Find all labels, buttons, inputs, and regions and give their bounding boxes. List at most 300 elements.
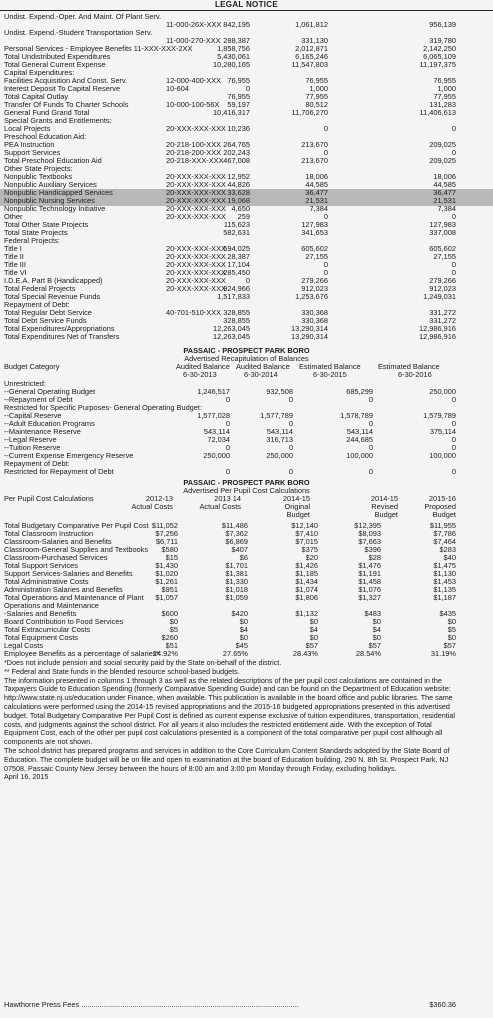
ppc-cell-d: $396 xyxy=(364,545,381,554)
budget-cell-c0: Special Grants and Entitlements: xyxy=(4,116,112,125)
budget-cell-c3: 0 xyxy=(323,268,328,277)
balance-cell-c: 244,685 xyxy=(346,435,373,444)
ppc-header-row3 xyxy=(0,511,493,520)
ppc-cell-label: Total Classroom Instruction xyxy=(4,529,94,538)
budget-cell-c2: 202,243 xyxy=(223,148,250,157)
balance-cell-a: 1,577,028 xyxy=(197,411,230,420)
ppc-cell-label: -Salaries and Benefits xyxy=(4,609,77,618)
ppc-cell-c: $0 xyxy=(309,633,318,642)
balance-cell-a: 0 xyxy=(225,419,230,428)
budget-cell-c2: 259 xyxy=(237,212,250,221)
budget-cell-c0: Title III xyxy=(4,260,26,269)
balance-cell-b: 250,000 xyxy=(266,451,293,460)
balance-cell-c0: --Adult Education Programs xyxy=(4,419,95,428)
ppc-cell-d: $57 xyxy=(368,641,381,650)
balance-cell-b: 0 xyxy=(288,467,293,476)
budget-cell-c3: 1,061,812 xyxy=(295,20,328,29)
budget-cell-c3: 0 xyxy=(323,124,328,133)
budget-cell-c1: 20-XXX-XXX-XXX xyxy=(166,252,226,261)
balance-cell-d: 0 xyxy=(451,395,456,404)
budget-cell-c3: 0 xyxy=(323,212,328,221)
ppc-cell-a: $1,057 xyxy=(155,593,178,602)
budget-cell-c0: Total State Projects xyxy=(4,228,68,237)
balance-cell-b: 0 xyxy=(288,443,293,452)
ppc-cell-label: Administration Salaries and Benefits xyxy=(4,585,123,594)
ppc-cell-label: Total Operations and Maintenance of Plant xyxy=(4,593,144,602)
ppc-cell-b: $1,701 xyxy=(225,561,248,570)
budget-cell-c0: Capital Expenditures: xyxy=(4,68,75,77)
ppc-cell-a: $1,261 xyxy=(155,577,178,586)
ppc-cell-d: $8,093 xyxy=(358,529,381,538)
budget-cell-c3: 13,290,314 xyxy=(291,332,328,341)
budget-cell-c1: 20-XXX-XXX-XXX xyxy=(166,276,226,285)
budget-cell-c2: 12,263,045 xyxy=(213,332,250,341)
balance-cell-c0: Repayment of Debt: xyxy=(4,459,70,468)
balance-cell-c0: --Tuition Reserve xyxy=(4,443,61,452)
ppc-cell-d: $1,327 xyxy=(358,593,381,602)
budget-cell-c2: 842,195 xyxy=(223,20,250,29)
budget-cell-c4: 337,008 xyxy=(429,228,456,237)
balance-cell-c0: --Legal Reserve xyxy=(4,435,57,444)
budget-cell-c3: 1,000 xyxy=(309,84,328,93)
budget-cell-c0: Nonpublic Auxiliary Services xyxy=(4,180,97,189)
budget-cell-c2: 0 xyxy=(245,84,250,93)
balance-cell-b: 1,577,789 xyxy=(260,411,293,420)
budget-cell-c0: Facilities Acquisition And Const. Serv. xyxy=(4,76,128,85)
ppc-head-c1: 2014-15 xyxy=(282,494,310,503)
budget-cell-c0: Personal Services - Employee Benefits 11-XXX-XXX-2XX xyxy=(4,44,193,53)
budget-cell-c4: 131,283 xyxy=(429,100,456,109)
ppc-cell-a: $5 xyxy=(169,625,178,634)
ppc-head-e3: Budget xyxy=(432,510,456,519)
budget-cell-c2: 1,858,756 xyxy=(217,44,250,53)
budget-cell-c2: 924,966 xyxy=(223,284,250,293)
budget-cell-c3: 213,670 xyxy=(301,140,328,149)
budget-cell-c4: 0 xyxy=(451,212,456,221)
ppc-cell-d: $1,458 xyxy=(358,577,381,586)
budget-cell-c0: Total Expenditures/Appropriations xyxy=(4,324,115,333)
budget-cell-c4: 27,155 xyxy=(433,252,456,261)
ppc-cell-d: $1,191 xyxy=(358,569,381,578)
budget-cell-c2: 328,855 xyxy=(223,308,250,317)
ppc-cell-a: $7,256 xyxy=(155,529,178,538)
ppc-cell-b: $407 xyxy=(231,545,248,554)
balance-cell-c0: --General Operating Budget xyxy=(4,387,96,396)
ppc-cell-a: $1,430 xyxy=(155,561,178,570)
balances-date2: 6-30-2014 xyxy=(244,370,278,379)
budget-cell-c3: 7,384 xyxy=(309,204,328,213)
ppc-head-d2: Revised xyxy=(371,502,398,511)
budget-cell-c3: 36,477 xyxy=(305,188,328,197)
budget-cell-c3: 605,602 xyxy=(301,244,328,253)
note-paragraph: *Does not include pension and social security paid by the State on-behalf of the district. xyxy=(4,658,282,667)
budget-cell-c2: 582,631 xyxy=(223,228,250,237)
ppc-cell-b: $6 xyxy=(239,553,248,562)
budget-cell-c2: 28,387 xyxy=(227,252,250,261)
budget-cell-c3: 331,130 xyxy=(301,36,328,45)
budget-cell-c4: 331,272 xyxy=(429,308,456,317)
ppc-cell-b: $0 xyxy=(239,617,248,626)
budget-cell-c4: 11,406,613 xyxy=(419,108,456,117)
budget-cell-c4: 279,266 xyxy=(429,276,456,285)
ppc-cell-e: $7,464 xyxy=(433,537,456,546)
budget-cell-c4: 2,142,250 xyxy=(423,44,456,53)
budget-cell-c0: Total Special Revenue Funds xyxy=(4,292,101,301)
balance-cell-a: 0 xyxy=(225,467,230,476)
ppc-cell-e: $0 xyxy=(447,633,456,642)
budget-cell-c3: 279,266 xyxy=(301,276,328,285)
budget-cell-c4: 1,249,031 xyxy=(423,292,456,301)
budget-cell-c3: 6,165,246 xyxy=(295,52,328,61)
ppc-cell-d: $1,076 xyxy=(358,585,381,594)
budget-cell-c3: 77,955 xyxy=(305,92,328,101)
balance-cell-c: 100,000 xyxy=(346,451,373,460)
ppc-cell-a: $6,711 xyxy=(155,537,178,546)
budget-cell-c3: 18,006 xyxy=(305,172,328,181)
ppc-cell-e: $11,955 xyxy=(429,521,456,530)
budget-cell-c2: 19,068 xyxy=(227,196,250,205)
ppc-cell-label: Total Equipment Costs xyxy=(4,633,78,642)
ppc-cell-a: $951 xyxy=(161,585,178,594)
budget-cell-c3: 76,955 xyxy=(305,76,328,85)
budget-cell-c3: 11,547,803 xyxy=(291,60,328,69)
budget-cell-c2: 10,280,165 xyxy=(213,60,250,69)
ppc-cell-b: $45 xyxy=(235,641,248,650)
ppc-cell-a: $260 xyxy=(161,633,178,642)
note-paragraph: ** Federal and State funds in the blended resource school-based budgets. xyxy=(4,666,240,676)
ppc-cell-b: $0 xyxy=(239,633,248,642)
ppc-cell-c: $0 xyxy=(309,617,318,626)
budget-cell-c0: Local Projects xyxy=(4,124,51,133)
balances-date3: 6-30-2015 xyxy=(313,370,347,379)
ppc-cell-b: $6,869 xyxy=(225,537,248,546)
budget-cell-c2: 10,416,317 xyxy=(213,108,250,117)
budget-cell-c2: 594,025 xyxy=(223,244,250,253)
ppc-cell-c: $12,140 xyxy=(291,521,318,530)
budget-cell-c1: 20-XXX-XXX-XXX xyxy=(166,180,226,189)
balance-cell-c: 0 xyxy=(368,443,373,452)
balances-col4: Estimated Balance xyxy=(378,362,440,371)
balance-cell-d: 250,000 xyxy=(429,387,456,396)
budget-cell-c4: 331,272 xyxy=(429,316,456,325)
budget-cell-c1: 20-218-200-XXX xyxy=(166,148,222,157)
balances-col3: Estimated Balance xyxy=(299,362,361,371)
ppc-cell-c: $1,185 xyxy=(295,569,318,578)
budget-cell-c0: Repayment of Debt: xyxy=(4,300,70,309)
ppc-subtitle: Advertised Per Pupil Cost Calculations xyxy=(183,486,310,495)
budget-cell-c2: 285,450 xyxy=(223,268,250,277)
budget-cell-c3: 0 xyxy=(323,148,328,157)
budget-cell-c0: Total General Current Expense xyxy=(4,60,106,69)
note-paragraph: The school district has prepared programs and services in addition to the Core Curriculum Content Standards adopted by the State Board of Education. The complete budget will be on file and open to examination at the board of Education building, 290 N. 8th St. Prospect Park, NJ 07508, Passaic County New Jersey between the hours of 8:00 am and 3:00 pm Monday through Friday, excluding holidays. xyxy=(4,745,450,773)
ppc-cell-e: $435 xyxy=(439,609,456,618)
ppc-cell-b: $1,059 xyxy=(225,593,248,602)
ppc-cell-e: $1,187 xyxy=(433,593,456,602)
ppc-cell-label: Employee Benefits as a percentage of salaries* xyxy=(4,649,160,658)
balance-cell-d: 0 xyxy=(451,419,456,428)
budget-cell-c4: 912,023 xyxy=(429,284,456,293)
ppc-cell-label: Total Budgetary Comparative Per Pupil Cost xyxy=(4,521,149,530)
balance-cell-c: 0 xyxy=(368,467,373,476)
budget-cell-c2: 10,236 xyxy=(227,124,250,133)
budget-cell-c4: 209,025 xyxy=(429,140,456,149)
ppc-cell-b: $11,486 xyxy=(221,521,248,530)
budget-cell-c1: 10-000-100-56X xyxy=(166,100,220,109)
ppc-cell-e: $5 xyxy=(447,625,456,634)
budget-cell-c4: 18,006 xyxy=(433,172,456,181)
budget-cell-c4: 209,025 xyxy=(429,156,456,165)
budget-cell-c4: 0 xyxy=(451,124,456,133)
ppc-cell-b: $1,018 xyxy=(225,585,248,594)
balances-date-row xyxy=(0,371,493,380)
budget-cell-c1: 20-XXX-XXX-XXX xyxy=(166,196,226,205)
ppc-cell-e: 31.19% xyxy=(430,649,456,658)
ppc-head-e2: Proposed xyxy=(424,502,456,511)
balance-cell-a: 72,034 xyxy=(207,435,230,444)
ppc-cell-label: Board Contribution to Food Services xyxy=(4,617,124,626)
balances-date1: 6-30-2013 xyxy=(183,370,217,379)
budget-cell-c4: 605,602 xyxy=(429,244,456,253)
budget-cell-c0: PEA Instruction xyxy=(4,140,55,149)
ppc-cell-e: $40 xyxy=(443,553,456,562)
ppc-cell-a: $0 xyxy=(169,617,178,626)
balances-subtitle: Advertised Recapitulation of Balances xyxy=(184,354,309,363)
budget-cell-c0: Total Debt Service Funds xyxy=(4,316,87,325)
note-paragraph: The information presented in columns 1 through 3 as well as the related descriptions of the per pupil cost calculations are contained in the Taxpayers Guide to Education Spending (formerly Comparative Spending Guide) and can be found on the Department of Education website: http://www.state.nj.us/education under Finance, when available. This publication is available in the board office and public libraries. The same calculations were performed using the 2014-15 revised appropriations and the 2015-16 budgeted appropriations presented in this advertised budget. Total Budgetary Comparative Per Pupil Cost is defined as current expense exclusive of tuition expenditures, transportation, residential costs, and judgments against the school district. For all years it also includes the restricted entitlement aide. With the exception of Total Equipment Cost, each of the other per pupil cost calculations presented is a component of the total comparative per pupil cost although all components are not shown. xyxy=(4,675,455,747)
ppc-cell-label: Support Services-Salaries and Benefits xyxy=(4,569,133,578)
budget-cell-c1: 20-XXX-XXX-XXX xyxy=(166,260,226,269)
budget-cell-c2: 12,263,045 xyxy=(213,324,250,333)
budget-cell-c3: 127,983 xyxy=(301,220,328,229)
budget-cell-c4: 6,065,109 xyxy=(423,52,456,61)
budget-cell-c1: 20-XXX-XXX-XXX xyxy=(166,124,226,133)
ppc-cell-a: $600 xyxy=(161,609,178,618)
budget-cell-c2: 328,855 xyxy=(223,316,250,325)
budget-cell-c2: 288,387 xyxy=(223,36,250,45)
ppc-cell-d: $1,476 xyxy=(358,561,381,570)
balance-cell-c0: Unrestricted: xyxy=(4,379,46,388)
balance-cell-a: 0 xyxy=(225,395,230,404)
balance-cell-c: 0 xyxy=(368,419,373,428)
balance-cell-b: 543,114 xyxy=(266,427,293,436)
budget-cell-c3: 0 xyxy=(323,260,328,269)
budget-cell-c1: 20-XXX-XXX-XXX xyxy=(166,172,226,181)
ppc-cell-e: $1,453 xyxy=(433,577,456,586)
budget-row xyxy=(0,333,493,342)
press-fees-line xyxy=(4,1001,456,1008)
ppc-cell-c: $7,015 xyxy=(295,537,318,546)
budget-cell-c0: Total Federal Projects xyxy=(4,284,76,293)
budget-cell-c2: 76,955 xyxy=(227,76,250,85)
ppc-head-d3: Budget xyxy=(374,510,398,519)
budget-cell-c1: 10-604 xyxy=(166,84,190,93)
budget-cell-c2: 115,623 xyxy=(223,220,250,229)
ppc-cell-c: $1,074 xyxy=(295,585,318,594)
balances-col2: Audited Balance xyxy=(236,362,290,371)
budget-cell-c3: 330,368 xyxy=(301,308,328,317)
budget-cell-c1: 20-XXX-XXX-XXX xyxy=(166,284,226,293)
budget-cell-c0: Title II xyxy=(4,252,24,261)
budget-cell-c2: 17,104 xyxy=(227,260,250,269)
balance-cell-a: 1,246,517 xyxy=(197,387,230,396)
budget-cell-c4: 319,780 xyxy=(429,36,456,45)
balance-cell-c0: --Maintenance Reserve xyxy=(4,427,81,436)
ppc-cell-d: $483 xyxy=(364,609,381,618)
budget-cell-c2: 12,952 xyxy=(227,172,250,181)
budget-cell-c4: 1,000 xyxy=(437,84,456,93)
budget-cell-c0: Nonpublic Nursing Services xyxy=(4,196,95,205)
notes-section xyxy=(4,659,456,782)
budget-cell-c3: 44,585 xyxy=(305,180,328,189)
ppc-cell-label: Classroom-General Supplies and Textbooks xyxy=(4,545,149,554)
notice-date: April 16, 2015 xyxy=(4,772,49,782)
budget-cell-c0: Total Undistributed Expenditures xyxy=(4,52,111,61)
budget-cell-c3: 21,531 xyxy=(305,196,328,205)
press-fees-label: Hawthorne Press Fees .......................................................................................................... xyxy=(4,1000,299,1009)
ppc-head-c2: Original xyxy=(284,502,310,511)
balances-col1: Audited Balance xyxy=(176,362,230,371)
balance-cell-a: 0 xyxy=(225,443,230,452)
ppc-cell-a: $11,052 xyxy=(151,521,178,530)
budget-cell-c0: Federal Projects: xyxy=(4,236,60,245)
ppc-cell-c: $375 xyxy=(301,545,318,554)
ppc-cell-a: $15 xyxy=(165,553,178,562)
budget-cell-c0: Total Regular Debt Service xyxy=(4,308,92,317)
budget-cell-c2: 1,517,833 xyxy=(217,292,250,301)
legal-notice-header: LEGAL NOTICE xyxy=(0,0,493,11)
ppc-cell-d: $0 xyxy=(372,617,381,626)
balance-cell-d: 0 xyxy=(451,435,456,444)
budget-cell-c4: 36,477 xyxy=(433,188,456,197)
balance-cell-d: 375,114 xyxy=(429,427,456,436)
budget-cell-c1: 20-XXX-XXX-XXX xyxy=(166,268,226,277)
budget-cell-c0: Undist. Expend.-Student Transportation Serv. xyxy=(4,28,153,37)
balances-title: PASSAIC - PROSPECT PARK BORO xyxy=(183,346,310,355)
budget-cell-c4: 21,531 xyxy=(433,196,456,205)
ppc-cell-e: $7,786 xyxy=(433,529,456,538)
budget-cell-c4: 956,139 xyxy=(429,20,456,29)
budget-cell-c4: 11,197,375 xyxy=(419,60,456,69)
ppc-cell-a: 24.92% xyxy=(152,649,178,658)
balance-cell-d: 0 xyxy=(451,467,456,476)
budget-cell-c4: 12,986,916 xyxy=(419,332,456,341)
budget-cell-c4: 12,986,916 xyxy=(419,324,456,333)
balance-cell-b: 932,508 xyxy=(266,387,293,396)
budget-cell-c0: Other State Projects: xyxy=(4,164,73,173)
budget-cell-c0: Nonpublic Textbooks xyxy=(4,172,73,181)
balance-cell-c: 0 xyxy=(368,395,373,404)
budget-cell-c3: 13,290,314 xyxy=(291,324,328,333)
ppc-cell-c: $20 xyxy=(305,553,318,562)
ppc-cell-e: $1,135 xyxy=(433,585,456,594)
ppc-cell-c: $1,132 xyxy=(295,609,318,618)
balance-cell-a: 543,114 xyxy=(203,427,230,436)
budget-cell-c1: 11-000-270-XXX xyxy=(166,36,221,45)
budget-category-label: Budget Category xyxy=(4,362,60,371)
budget-cell-c0: Nonpublic Handicapped Services xyxy=(4,188,113,197)
budget-cell-c1: 11-000-26X-XXX xyxy=(166,20,222,29)
balances-date4: 6-30-2016 xyxy=(398,370,432,379)
ppc-head-c3: Budget xyxy=(286,510,310,519)
balance-cell-d: 0 xyxy=(451,443,456,452)
budget-cell-c0: I.D.E.A. Part B (Handicapped) xyxy=(4,276,103,285)
ppc-cell-label: Total Support Services xyxy=(4,561,78,570)
balance-cell-c: 1,578,789 xyxy=(340,411,373,420)
ppc-cell-b: $420 xyxy=(231,609,248,618)
budget-cell-c3: 2,012,871 xyxy=(295,44,328,53)
budget-cell-c0: Total Other State Projects xyxy=(4,220,89,229)
ppc-cell-b: $1,381 xyxy=(225,569,248,578)
balance-cell-c0: --Capital Reserve xyxy=(4,411,62,420)
ppc-head-a2: Actual Costs xyxy=(131,502,173,511)
ppc-cell-c: 28.43% xyxy=(292,649,318,658)
budget-cell-c1: 20-XXX-XXX-XXX xyxy=(166,212,226,221)
budget-cell-c1: 20-218-100-XXX xyxy=(166,140,222,149)
ppc-cell-label: Legal Costs xyxy=(4,641,44,650)
ppc-cell-a: $1,020 xyxy=(155,569,178,578)
ppc-cell-b: $4 xyxy=(239,625,248,634)
budget-cell-c2: 33,628 xyxy=(227,188,250,197)
budget-cell-c3: 330,368 xyxy=(301,316,328,325)
ppc-cell-b: $1,330 xyxy=(225,577,248,586)
budget-cell-c2: 76,955 xyxy=(227,92,250,101)
ppc-cell-label: Total Extracurricular Costs xyxy=(4,625,91,634)
budget-cell-c3: 213,670 xyxy=(301,156,328,165)
ppc-cell-d: $4 xyxy=(372,625,381,634)
balance-cell-d: 1,579,789 xyxy=(423,411,456,420)
balance-cell-c0: --Current Expense Emergency Reserve xyxy=(4,451,134,460)
budget-cell-c2: 5,430,061 xyxy=(217,52,250,61)
ppc-head-a1: 2012-13 xyxy=(145,494,173,503)
balance-cell-b: 0 xyxy=(288,419,293,428)
budget-cell-c2: 264,765 xyxy=(223,140,250,149)
budget-cell-c3: 11,706,270 xyxy=(291,108,328,117)
budget-cell-c1: 20-XXX-XXX-XXX xyxy=(166,204,226,213)
budget-cell-c0: Preschool Education Aid: xyxy=(4,132,87,141)
balance-cell-a: 250,000 xyxy=(203,451,230,460)
budget-cell-c3: 912,023 xyxy=(301,284,328,293)
balance-cell-c0: --Repayment of Debt xyxy=(4,395,73,404)
ppc-cell-c: $1,426 xyxy=(295,561,318,570)
budget-cell-c2: 467,008 xyxy=(223,156,250,165)
ppc-cell-b: 27.65% xyxy=(222,649,248,658)
ppc-head-b1: 2013 14 xyxy=(214,494,241,503)
budget-cell-c4: 76,955 xyxy=(433,76,456,85)
budget-cell-c0: Total Expenditures Net of Transfers xyxy=(4,332,120,341)
ppc-head-d1: 2014-15 xyxy=(370,494,398,503)
budget-cell-c0: General Fund Grand Total xyxy=(4,108,90,117)
ppc-cell-label: Classroom-Salaries and Benefits xyxy=(4,537,112,546)
ppc-cell-c: $57 xyxy=(305,641,318,650)
budget-cell-c0: Undist. Expend.-Oper. And Maint. Of Plant Serv. xyxy=(4,12,162,21)
budget-cell-c3: 27,155 xyxy=(305,252,328,261)
ppc-cell-a: $580 xyxy=(161,545,178,554)
budget-cell-c0: Nonpublic Technology Initiative xyxy=(4,204,106,213)
budget-cell-c1: 40-701-510-XXX xyxy=(166,308,222,317)
ppc-head-e1: 2015-16 xyxy=(428,494,456,503)
budget-cell-c1: 20-XXX-XXX-XXX xyxy=(166,244,226,253)
ppc-cell-e: $57 xyxy=(443,641,456,650)
ppc-cell-label: Total Administrative Costs xyxy=(4,577,89,586)
balance-cell-c0: Restricted for Specific Purposes- General Operating Budget: xyxy=(4,403,203,412)
balance-cell-c: 543,114 xyxy=(346,427,373,436)
ppc-cell-e: $1,475 xyxy=(433,561,456,570)
balance-cell-c: 685,299 xyxy=(346,387,373,396)
budget-cell-c3: 1,253,676 xyxy=(295,292,328,301)
ppc-cell-e: $0 xyxy=(447,617,456,626)
ppc-cell-e: $283 xyxy=(439,545,456,554)
budget-cell-c3: 341,653 xyxy=(301,228,328,237)
